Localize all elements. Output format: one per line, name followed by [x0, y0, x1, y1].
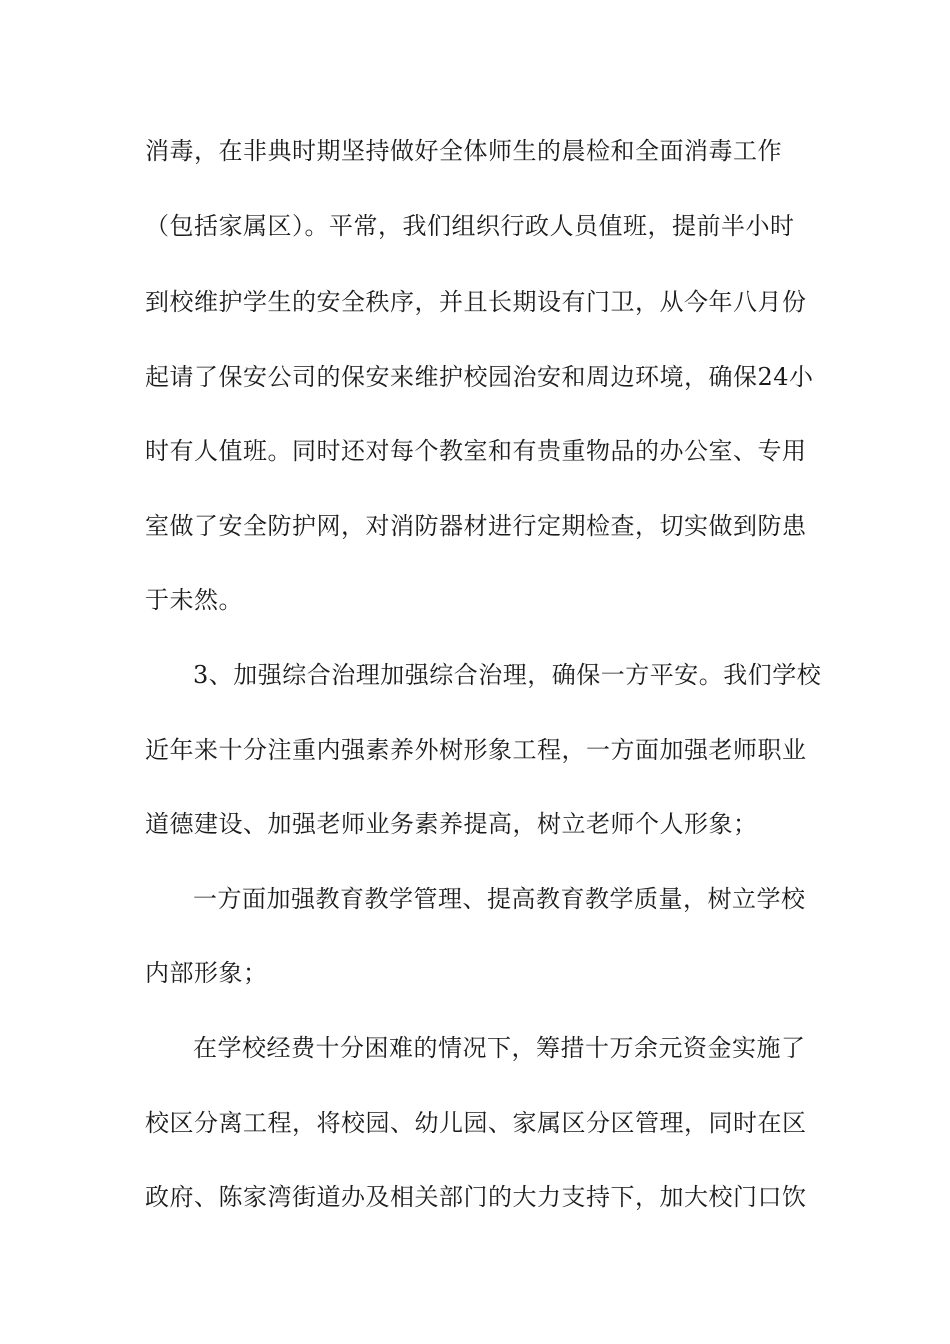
paragraph-start-line: 在学校经费十分困难的情况下，筹措十万余元资金实施了	[193, 1034, 806, 1062]
text-line: 校区分离工程，将校园、幼儿园、家属区分区管理，同时在区	[145, 1109, 807, 1137]
text-line: 内部形象；	[145, 959, 268, 987]
text-line: 室做了安全防护网，对消防器材进行定期检查，切实做到防患	[145, 512, 807, 540]
paragraph-start-line: 一方面加强教育教学管理、提高教育教学质量，树立学校	[193, 885, 806, 913]
text-line: 道德建设、加强老师业务素养提高，树立老师个人形象；	[145, 810, 758, 838]
text-line: 起请了保安公司的保安来维护校园治安和周边环境，确保24小	[145, 363, 814, 391]
text-line: 时有人值班。同时还对每个教室和有贵重物品的办公室、专用	[145, 437, 807, 465]
text-line: （包括家属区）。平常，我们组织行政人员值班，提前半小时	[145, 212, 795, 240]
text-line: 消毒，在非典时期坚持做好全体师生的晨检和全面消毒工作	[145, 137, 782, 165]
text-line: 于未然。	[145, 586, 243, 614]
text-line: 到校维护学生的安全秩序，并且长期设有门卫，从今年八月份	[145, 288, 807, 316]
text-line: 近年来十分注重内强素养外树形象工程，一方面加强老师职业	[145, 736, 807, 764]
paragraph-start-line: 3、加强综合治理加强综合治理，确保一方平安。我们学校	[193, 661, 822, 689]
text-line: 政府、陈家湾街道办及相关部门的大力支持下，加大校门口饮	[145, 1183, 807, 1211]
